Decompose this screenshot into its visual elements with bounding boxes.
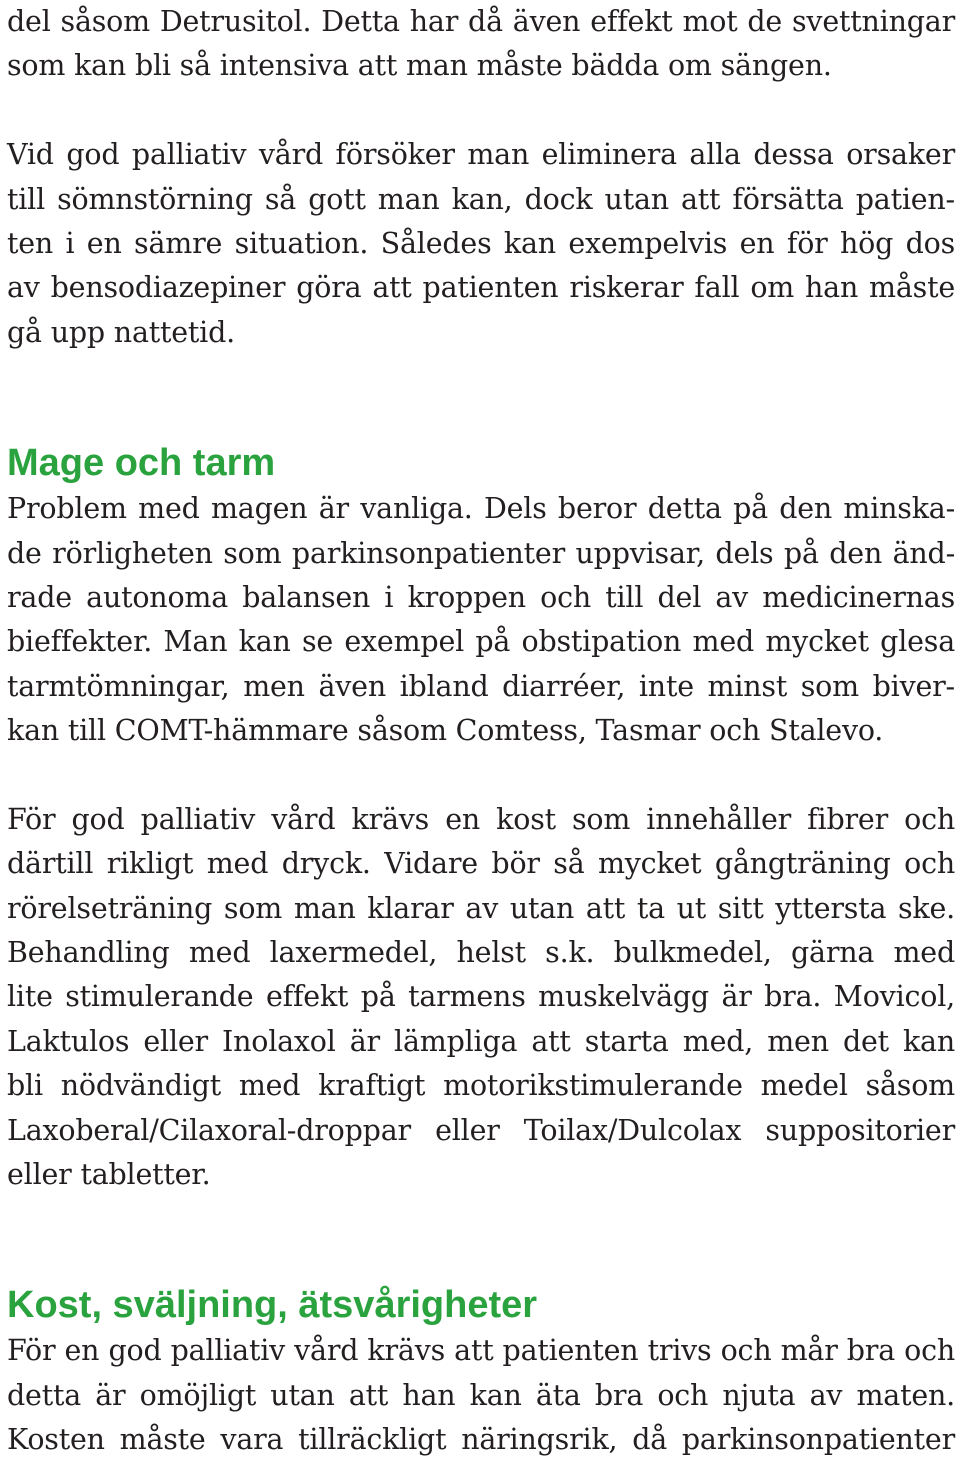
text-line: till sömnstörning så gott man kan, dock utan att försätta patien-: [7, 182, 955, 216]
text-line: För en god palliativ vård krävs att patienten trivs och mår bra och: [7, 1334, 955, 1368]
paragraph: [7, 487, 955, 753]
text-line: ten i en sämre situation. Således kan exempelvis en för hög dos: [7, 226, 955, 260]
text-line: bieffekter. Man kan se exempel på obstipation med mycket glesa: [7, 625, 955, 659]
section-gap: [7, 355, 955, 441]
text-line: tarmtömningar, men även ibland diarréer, inte minst som biver-: [7, 669, 955, 703]
text-line: av bensodiazepiner göra att patienten riskerar fall om han måste: [7, 271, 955, 305]
section-mage-och-tarm: [7, 441, 955, 1197]
section-heading: Kost, sväljning, ätsvårigheter: [7, 1284, 538, 1327]
text-line: som kan bli så intensiva att man måste bädda om sängen.: [7, 49, 832, 83]
paragraph: [7, 798, 955, 1198]
paragraph-gap: [7, 753, 955, 797]
section-gap: [7, 1197, 955, 1283]
text-line: lite stimulerande effekt på tarmens muskelvägg är bra. Movicol,: [7, 980, 955, 1014]
text-line: gå upp nattetid.: [7, 315, 235, 349]
text-line: rade autonoma balansen i kroppen och till del av medicinernas: [7, 580, 955, 614]
text-line: Kosten måste vara tillräckligt näringsrik, då parkinsonpatienter: [7, 1423, 955, 1457]
text-line: Behandling med laxermedel, helst s.k. bulkmedel, gärna med: [7, 936, 955, 970]
text-line: kan till COMT-hämmare såsom Comtess, Tasmar och Stalevo.: [7, 714, 884, 748]
paragraph: [7, 1329, 955, 1462]
paragraph-intro-continued: [7, 0, 955, 89]
text-line: Laxoberal/Cilaxoral-droppar eller Toilax/Dulcolax suppositorier: [7, 1113, 955, 1147]
text-line: För god palliativ vård krävs en kost som innehåller fibrer och: [7, 802, 955, 836]
text-line: del såsom Detrusitol. Detta har då även effekt mot de svettningar: [7, 5, 955, 38]
document-page: [7, 0, 955, 1463]
text-line: detta är omöjligt utan att han kan äta bra och njuta av maten.: [7, 1378, 955, 1412]
text-line: de rörligheten som parkinsonpatienter uppvisar, dels på den änd-: [7, 536, 955, 570]
paragraph-palliative-sleep: [7, 133, 955, 355]
text-line: rörelseträning som man klarar av utan att ta ut sitt yttersta ske.: [7, 891, 955, 925]
paragraph-gap: [7, 89, 955, 133]
text-line: Problem med magen är vanliga. Dels beror detta på den minska-: [7, 492, 955, 526]
section-kost-svaljning: [7, 1283, 955, 1462]
text-line: bli nödvändigt med kraftigt motorikstimulerande medel såsom: [7, 1069, 955, 1103]
text-line: Laktulos eller Inolaxol är lämpliga att starta med, men det kan: [7, 1024, 955, 1058]
section-heading: Mage och tarm: [7, 442, 276, 485]
text-line: Vid god palliativ vård försöker man eliminera alla dessa orsaker: [7, 138, 955, 172]
text-line: eller tabletter.: [7, 1157, 211, 1191]
text-line: därtill rikligt med dryck. Vidare bör så mycket gångträning och: [7, 847, 955, 881]
